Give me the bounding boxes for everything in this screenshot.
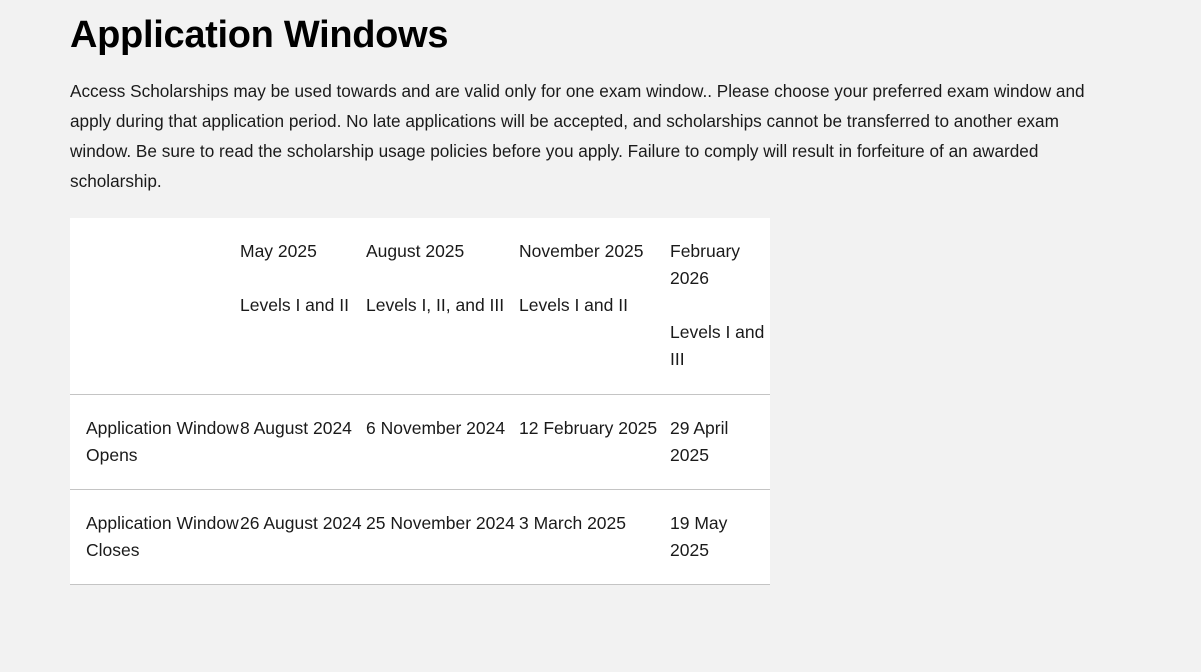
exam-window-label: August 2025 [366, 241, 465, 261]
levels-label: Levels I and III [670, 322, 765, 369]
table-cell: 8 August 2024 [240, 395, 366, 490]
levels-label: Levels I and II [519, 295, 628, 315]
row-label: Application Window Closes [70, 490, 240, 585]
table-row [70, 490, 770, 585]
table-header-row [70, 218, 770, 395]
table-cell: 3 March 2025 [519, 490, 670, 585]
table-cell: 19 May 2025 [670, 490, 770, 585]
column-header [519, 218, 670, 395]
levels-label: Levels I, II, and III [366, 295, 505, 315]
column-header [366, 218, 519, 395]
table-cell: 6 November 2024 [366, 395, 519, 490]
application-windows-table [70, 218, 770, 585]
levels-label: Levels I and II [240, 295, 349, 315]
table-cell: 26 August 2024 [240, 490, 366, 585]
column-header [670, 218, 770, 395]
exam-window-label: May 2025 [240, 241, 317, 261]
exam-window-label: February 2026 [670, 241, 741, 288]
table-cell: 29 April 2025 [670, 395, 770, 490]
page-title: Application Windows [70, 14, 449, 56]
header-empty-cell [70, 218, 240, 395]
exam-window-label: November 2025 [519, 241, 644, 261]
row-label: Application Window Opens [70, 395, 240, 490]
column-header [240, 218, 366, 395]
intro-paragraph: Access Scholarships may be used towards and are valid only for one exam window.. Please choose your preferred exam window and apply during that application period. No late applications will be accepted, and scholarships cannot be transferred to another exam window. Be sure to read the scholarship usage policies before you apply. Failure to comply will result in forfeiture of an awarded scholarship. [70, 81, 1085, 191]
table-cell: 12 February 2025 [519, 395, 670, 490]
table-row [70, 395, 770, 490]
table-cell: 25 November 2024 [366, 490, 519, 585]
